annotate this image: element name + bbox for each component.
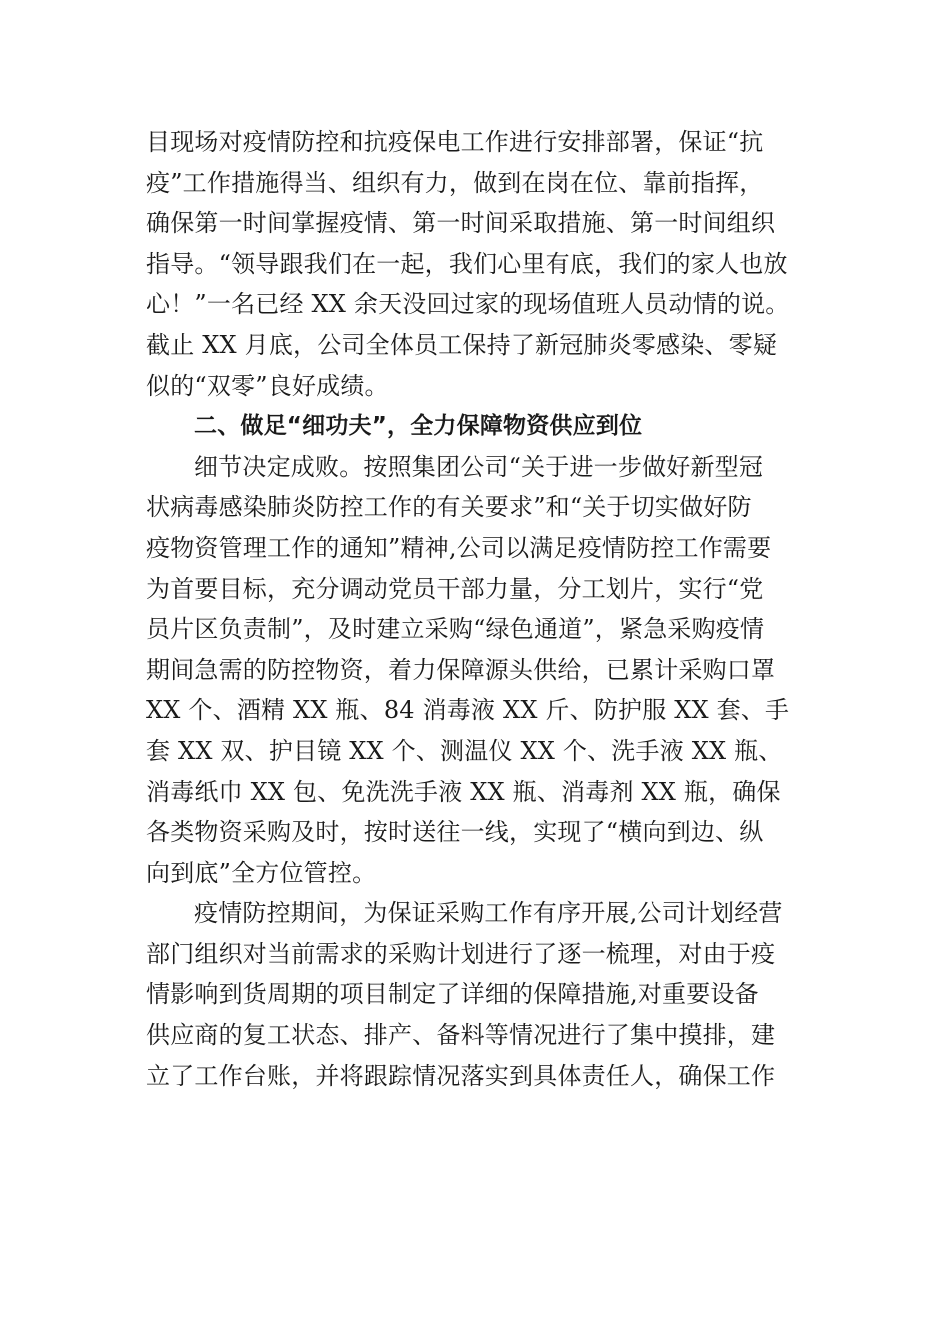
text-line: 部门组织对当前需求的采购计划进行了逐一梳理，对由于疫 — [146, 939, 776, 968]
text-line: 立了工作台账，并将跟踪情况落实到具体责任人，确保工作 — [146, 1061, 776, 1090]
text-line: 期间急需的防控物资，着力保障源头供给，已累计采购口罩 — [146, 655, 776, 684]
text-line: 状病毒感染肺炎防控工作的有关要求”和“关于切实做好防 — [146, 493, 752, 522]
text-line: 各类物资采购及时，按时送往一线，实现了“横向到边、纵 — [146, 818, 764, 847]
text-line: 消毒纸巾 XX 包、免洗洗手液 XX 瓶、消毒剂 XX 瓶，确保 — [146, 777, 781, 806]
text-line: 疫情防控期间，为保证采购工作有序开展,公司计划经营 — [194, 899, 783, 928]
document-body — [146, 122, 816, 1096]
text-line: 供应商的复工状态、排产、备料等情况进行了集中摸排，建 — [146, 1021, 776, 1050]
text-line: 似的“双零”良好成绩。 — [146, 371, 389, 400]
text-line: XX 个、酒精 XX 瓶、84 消毒液 XX 斤、防护服 XX 套、手 — [146, 696, 790, 725]
text-line: 目现场对疫情防控和抗疫保电工作进行安排部署，保证“抗 — [146, 128, 764, 156]
text-line: 员片区负责制”，及时建立采购“绿色通道”，紧急采购疫情 — [146, 615, 765, 644]
section-heading: 二、做足“细功夫”，全力保障物资供应到位 — [194, 413, 643, 440]
paragraph — [146, 893, 816, 1096]
paragraph — [146, 122, 816, 406]
text-line: 截止 XX 月底，公司全体员工保持了新冠肺炎零感染、零疑 — [146, 330, 778, 359]
text-line: 疫物资管理工作的通知”精神,公司以满足疫情防控工作需要 — [146, 533, 772, 562]
text-line: 套 XX 双、护目镜 XX 个、测温仪 XX 个、洗手液 XX 瓶、 — [146, 736, 783, 765]
text-line: 确保第一时间掌握疫情、第一时间采取措施、第一时间组织 — [146, 209, 776, 238]
text-line: 疫”工作措施得当、组织有力，做到在岗在位、靠前指挥， — [146, 168, 764, 197]
text-line: 向到底”全方位管控。 — [146, 858, 377, 887]
text-line: 指导。“领导跟我们在一起，我们心里有底，我们的家人也放 — [146, 249, 788, 278]
text-line: 为首要目标，充分调动党员干部力量，分工划片，实行“党 — [146, 574, 764, 603]
paragraph — [146, 447, 816, 894]
text-line: 心！”一名已经 XX 余天没回过家的现场值班人员动情的说。 — [146, 290, 790, 319]
text-line: 细节决定成败。按照集团公司“关于进一步做好新型冠 — [194, 452, 764, 481]
text-line: 情影响到货周期的项目制定了详细的保障措施,对重要设备 — [146, 980, 759, 1009]
